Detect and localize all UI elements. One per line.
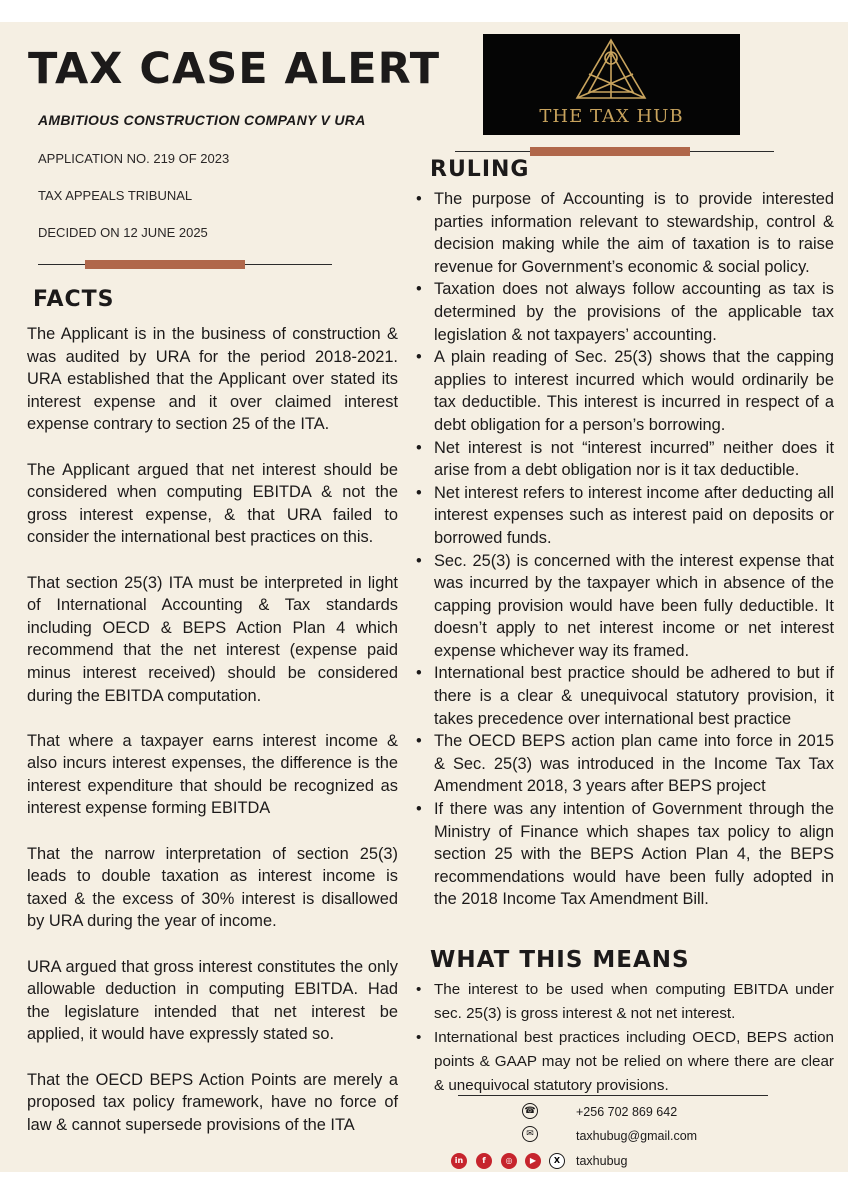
x-icon[interactable]: X — [549, 1153, 565, 1169]
ruling-list — [434, 188, 834, 911]
ruling-heading: RULING — [430, 157, 530, 182]
facts-paragraph: The Applicant argued that net interest should be considered when computing EBITDA & not the gross interest expense, & that URA failed to consider the international best practices on this. — [27, 460, 398, 547]
what-this-means-list — [434, 978, 834, 1098]
facts-heading: FACTS — [33, 287, 115, 312]
header-divider-accent — [85, 260, 245, 269]
tax-case-alert-page — [0, 22, 848, 1172]
contact-divider-line — [458, 1095, 768, 1096]
phone-icon: ☎ — [522, 1103, 538, 1119]
ruling-item: • A plain reading of Sec. 25(3) shows that the capping applies to interest incurred which would ordinarily be tax deductible. This interest is incurred in respect of a debt obligation for a person’s borrowing. — [434, 346, 834, 436]
what-this-means-item: • The interest to be used when computing EBITDA under sec. 25(3) is gross interest & not net interest. — [434, 978, 834, 1026]
page-title: TAX CASE ALERT — [28, 44, 441, 94]
logo-monogram: T — [608, 55, 614, 64]
ruling-item: • The OECD BEPS action plan came into force in 2015 & Sec. 25(3) was introduced in the Income Tax Tax Amendment 2018, 3 years after BEPS project — [434, 730, 834, 798]
what-this-means-item: • International best practices including OECD, BEPS action points & GAAP may not be relied on where there are clear & unequivocal statutory provisions. — [434, 1026, 834, 1098]
facts-paragraph: That the narrow interpretation of section 25(3) leads to double taxation as interest income is taxed & the excess of 30% interest is disallowed by URA during the year of income. — [27, 844, 398, 931]
facts-paragraph: URA argued that gross interest constitutes the only allowable deduction in computing EBITDA. Had the legislature intended that net interest be applied, it would have expressly stated so. — [27, 957, 398, 1044]
what-this-means-heading: WHAT THIS MEANS — [430, 947, 690, 973]
case-name: AMBITIOUS CONSTRUCTION COMPANY V URA — [38, 112, 366, 128]
application-number: APPLICATION NO. 219 OF 2023 — [38, 151, 230, 166]
ruling-item: • International best practice should be adhered to but if there is a clear & unequivocal statutory provision, it takes precedence over international best practice — [434, 662, 834, 730]
facts-paragraph: That where a taxpayer earns interest income & also incurs interest expenses, the difference is the interest expenditure that should be recognized as interest expense forming EBITDA — [27, 731, 398, 818]
ruling-item: • Sec. 25(3) is concerned with the interest expense that was incurred by the taxpayer which in absence of the capping provision would have been fully deductible. It doesn’t apply to net interest income or net interest expense whichever way its framed. — [434, 550, 834, 663]
instagram-icon[interactable]: ◎ — [501, 1153, 517, 1169]
facts-paragraph: That section 25(3) ITA must be interpreted in light of International Accounting & Tax standards including OECD & BEPS Action Plan 4 which recommend that the net interest (expense paid minus interest received) should be considered during the EBITDA computation. — [27, 573, 398, 705]
facts-paragraph: The Applicant is in the business of construction & was audited by URA for the period 2018-2021. URA established that the Applicant over stated its interest expense and it over claimed interest expense contrary to section 25 of the ITA. — [27, 325, 398, 434]
ruling-item: • Net interest refers to interest income after deducting all interest expenses such as interest paid on deposits or borrowed funds. — [434, 482, 834, 550]
the-tax-hub-logo — [483, 34, 740, 135]
decision-date: DECIDED ON 12 JUNE 2025 — [38, 225, 208, 240]
contact-phone[interactable]: +256 702 869 642 — [576, 1105, 678, 1119]
logo-wordmark: THE TAX HUB — [539, 106, 684, 127]
ruling-item: • Net interest is not “interest incurred” neither does it arise from a debt obligation nor is it tax deductible. — [434, 437, 834, 482]
ruling-item: • If there was any intention of Government through the Ministry of Finance which shapes tax policy to align section 25 with the BEPS Action Plan 4, the BEPS recommendations would have been fully adopted in the 2018 Income Tax Amendment Bill. — [434, 798, 834, 911]
email-icon: ✉ — [522, 1126, 538, 1142]
facebook-icon[interactable]: f — [476, 1153, 492, 1169]
facts-section — [27, 323, 398, 1136]
ruling-divider-accent — [530, 147, 690, 156]
social-handle[interactable]: taxhubug — [576, 1154, 628, 1168]
ruling-item: • Taxation does not always follow accounting as tax is determined by the provisions of the applicable tax legislation & not taxpayers’ accounting. — [434, 278, 834, 346]
youtube-icon[interactable]: ▶ — [525, 1153, 541, 1169]
ruling-item: • The purpose of Accounting is to provide interested parties information relevant to stewardship, control & decision making while the aim of taxation is to raise revenue for Government’s economic & social policy. — [434, 188, 834, 278]
facts-paragraph: That the OECD BEPS Action Points are merely a proposed tax policy framework, have no force of law & cannot supersede provisions of the ITA — [27, 1070, 398, 1134]
linkedin-icon[interactable]: in — [451, 1153, 467, 1169]
tribunal-name: TAX APPEALS TRIBUNAL — [38, 188, 193, 203]
contact-email[interactable]: taxhubug@gmail.com — [576, 1129, 698, 1143]
